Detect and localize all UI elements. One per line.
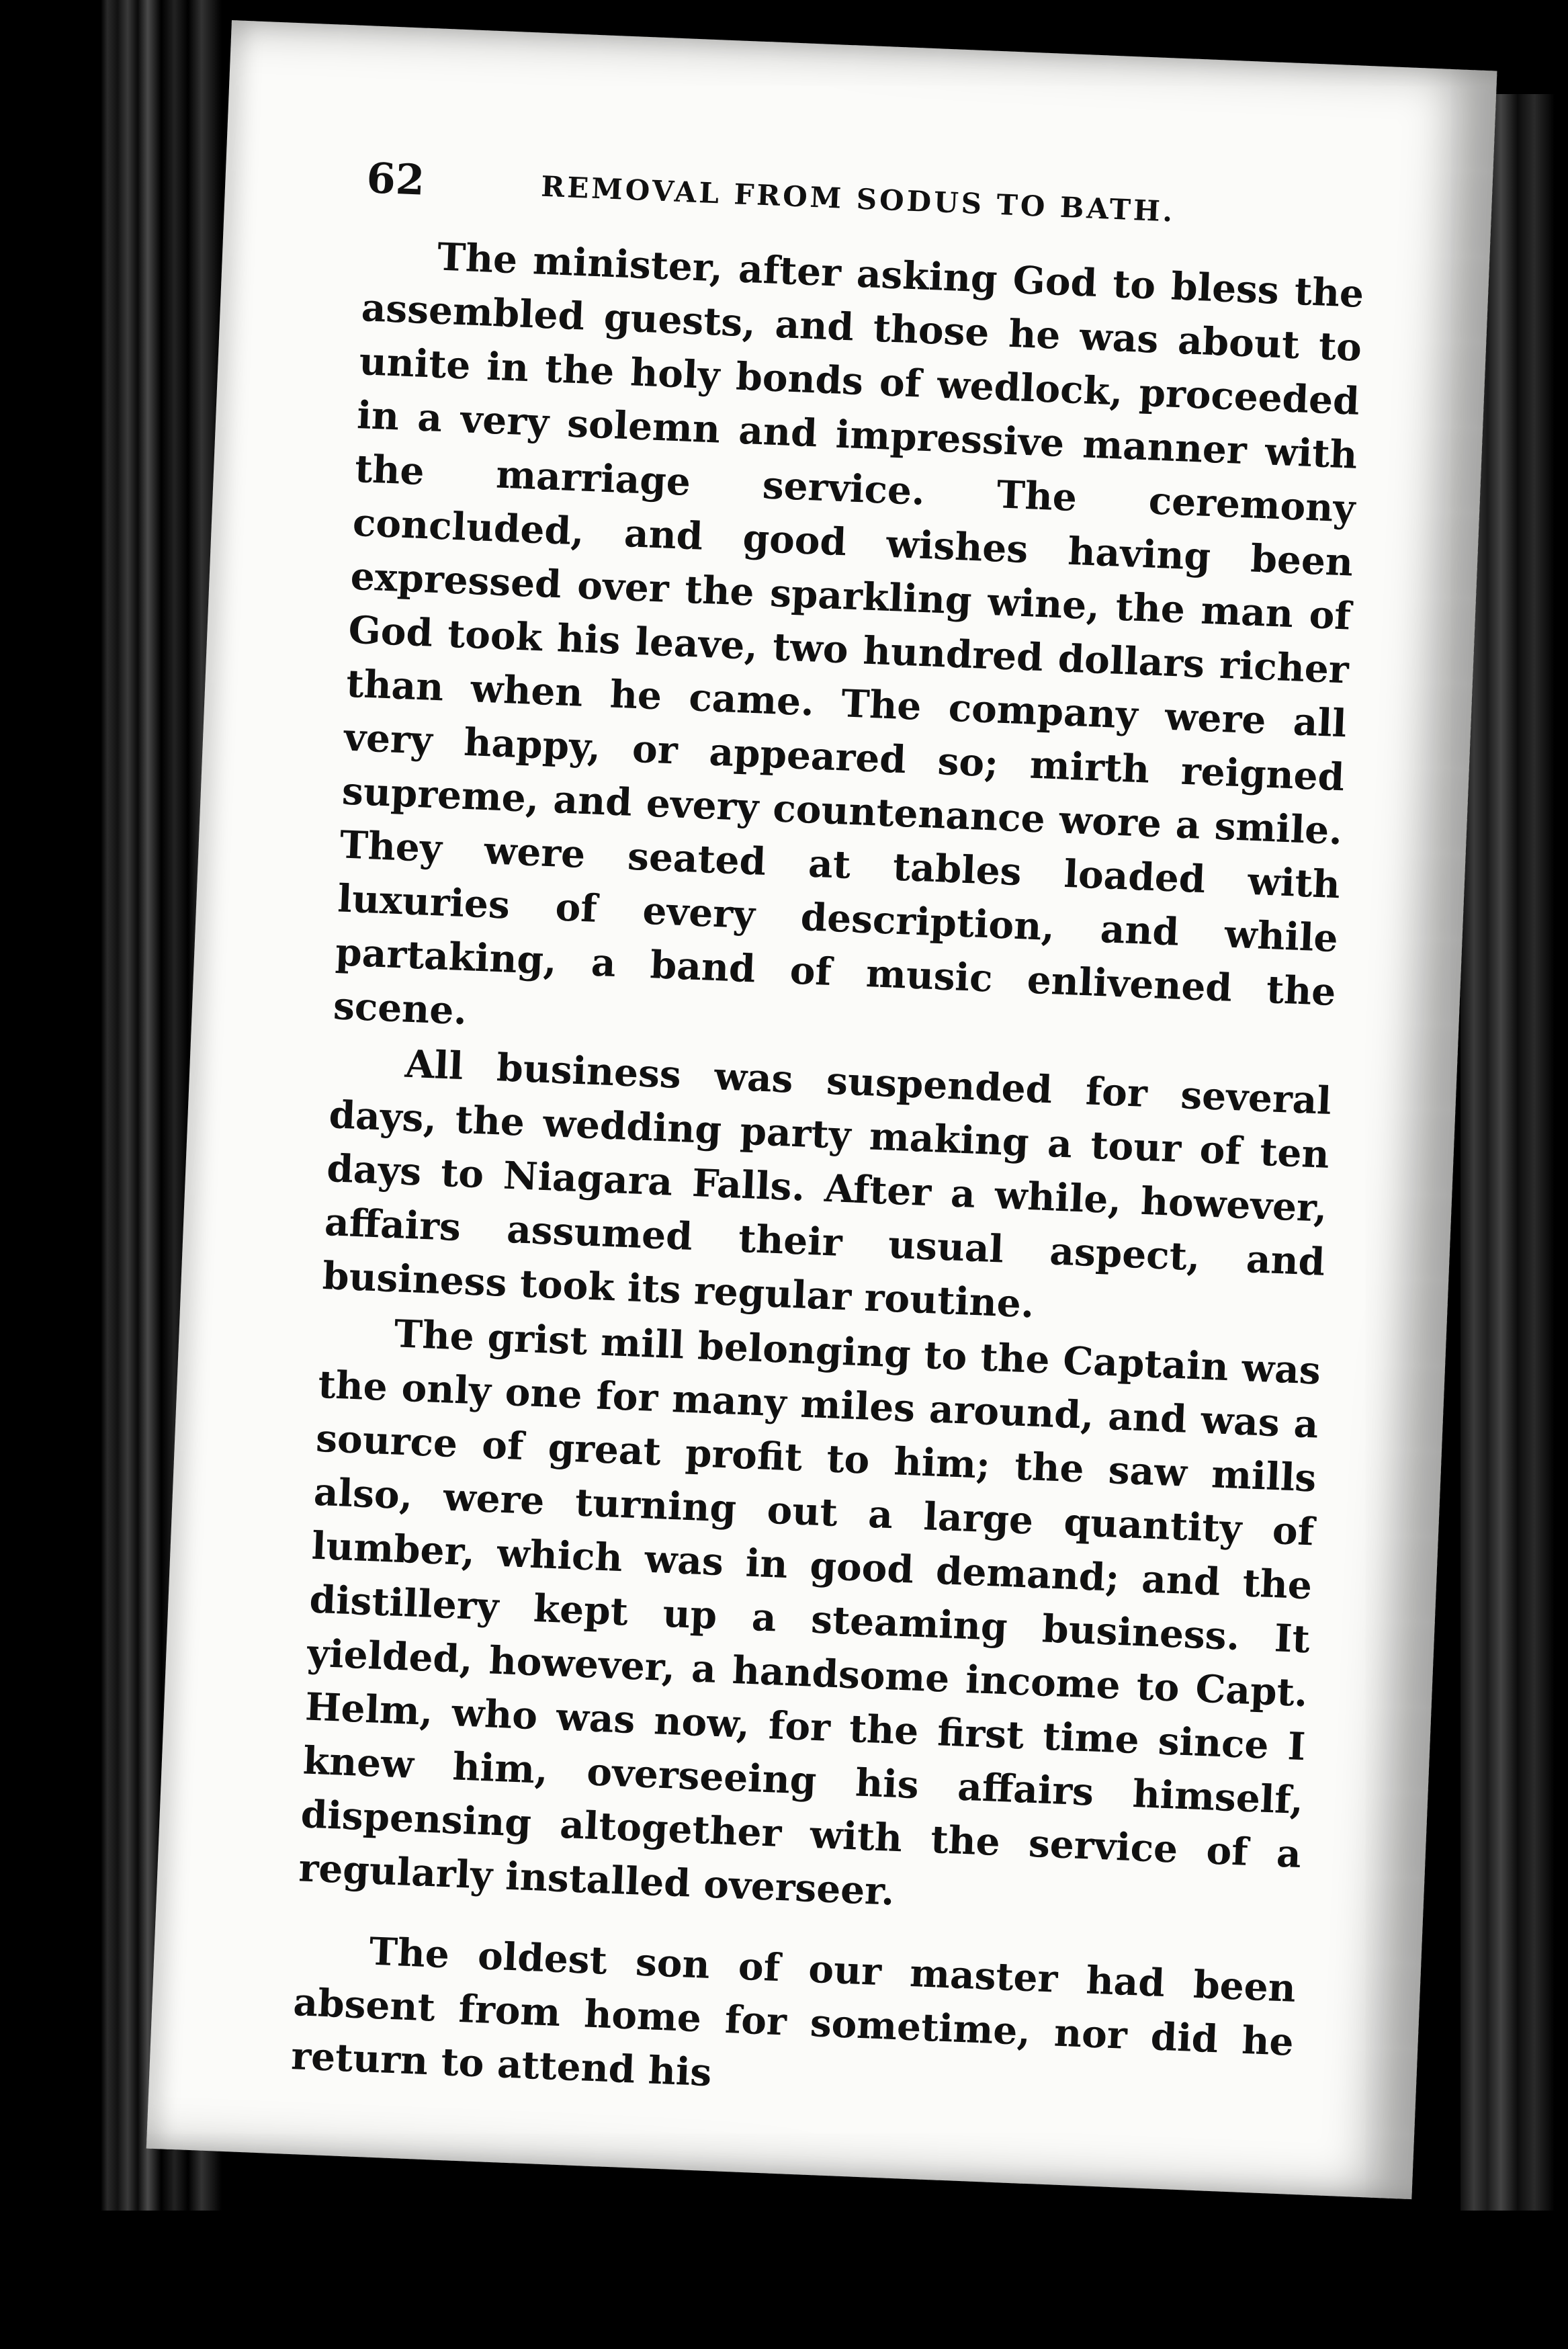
paragraph-1: The minister, after asking God to bless the assembled guests, and those he was about to unite in the holy bonds of wedlock, proceeded in a very solemn and impressive manner with the marriage service. The ceremony concluded, and good wishes having been expressed over the sparkling wine, the man of God took his leave, two hundred dollars richer than when he came. The company were all very happy, or appeared so; mirth reigned supreme, and every countenance wore a smile. They were seated at tables loaded with luxuries of every description, and while partaking, a band of music enlivened the scene. <box>332 234 1365 1034</box>
paragraph-2: All business was suspended for several days, the wedding party making a tour of ten days to Niagara Falls. After a while, however, affairs assumed their usual aspect, and business took its regular routine. <box>321 1041 1333 1327</box>
book-page <box>146 20 1497 2199</box>
running-head: REMOVAL FROM SODUS TO BATH. <box>540 169 1176 228</box>
page-content <box>290 153 1368 2123</box>
page-number: 62 <box>365 153 426 205</box>
paragraph-3: The grist mill belonging to the Captain was the only one for many miles around, and was a source of great profit to him; the saw mills also, were turning out a large quantity of lumber, which was in good demand; and the distillery kept up a steaming business. It yielded, however, a handsome income to Capt. Helm, who was now, for the first time since I knew him, overseeing his affairs himself, dispensing altogether with the service of a regularly installed overseer. <box>298 1312 1321 1914</box>
paragraph-4: The oldest son of our master had been absent from home for sometime, nor did he return to attend his <box>290 1929 1297 2096</box>
scan-bottom-margin <box>101 2211 1568 2349</box>
